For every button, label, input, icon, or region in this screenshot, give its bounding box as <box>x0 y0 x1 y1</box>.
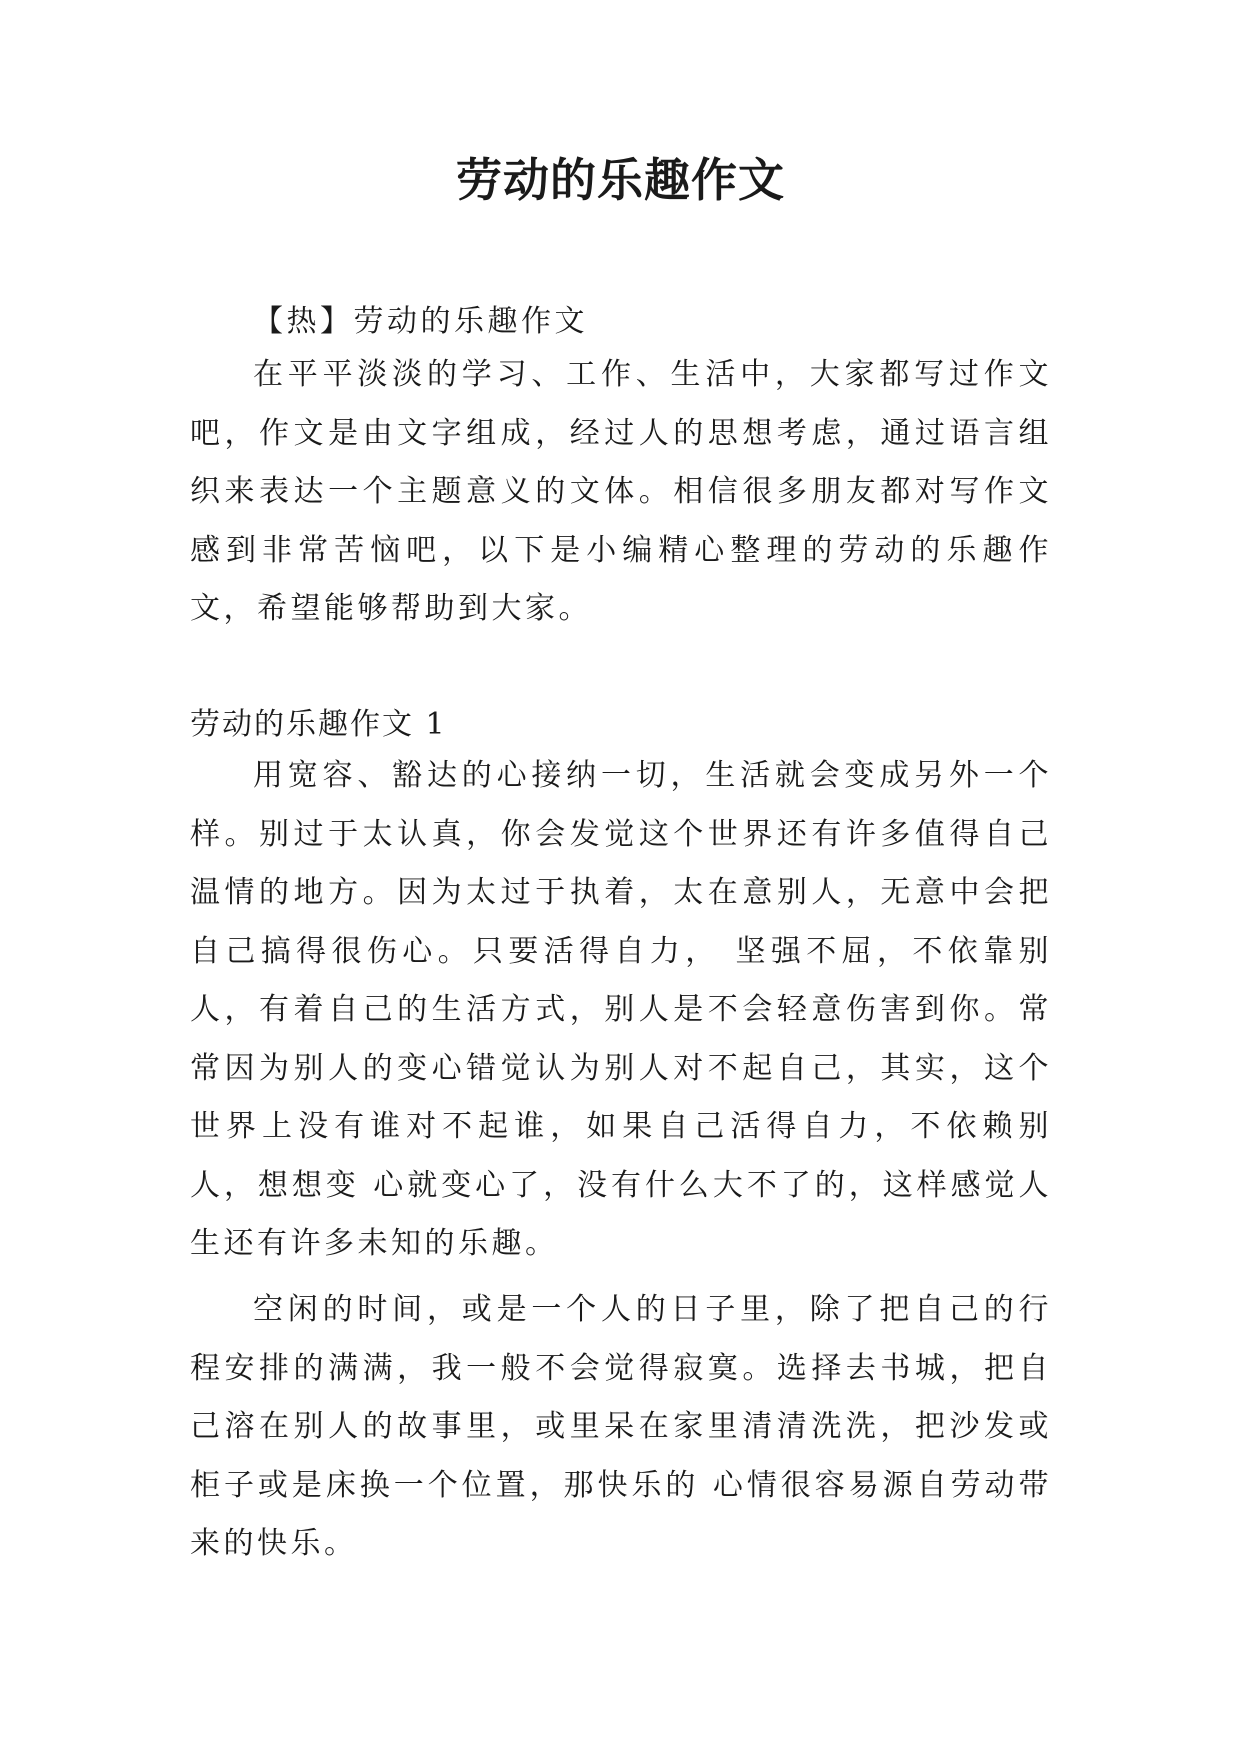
section-heading: 劳动的乐趣作文 1 <box>190 707 447 742</box>
page-title: 劳动的乐趣作文 <box>456 153 785 207</box>
body-paragraph-2: 空闲的时间，或是一个人的日子里，除了把自己的行程安排的满满，我一般不会觉得寂寞。选择去书城，把自己溶在别人的故事里，或里呆在家里清清洗洗，把沙发或柜子或是床换一个位置，那快乐的 心情很容易源自劳动带来的快乐。 <box>190 1292 1052 1561</box>
intro-paragraph: 在平平淡淡的学习、工作、生活中，大家都写过作文吧，作文是由文字组成，经过人的思想考虑，通过语言组织来表达一个主题意义的文体。相信很多朋友都对写作文感到非常苦恼吧，以下是小编精心整理的劳动的乐趣作文，希望能够帮助到大家。 <box>190 357 1052 626</box>
body-paragraph-1: 用宽容、豁达的心接纳一切，生活就会变成另外一个样。别过于太认真，你会发觉这个世界还有许多值得自己温情的地方。因为太过于执着，太在意别人，无意中会把自己搞得很伤心。只要活得自力， 坚强不屈，不依靠别人，有着自己的生活方式，别人是不会轻意伤害到你。常常因为别人的变心错觉认为别人对不起自己，其实，这个世界上没有谁对不起谁，如果自己活得自力，不依赖别人，想想变 心就变心了，没有什么大不了的，这样感觉人生还有许多未知的乐趣。 <box>190 758 1052 1261</box>
document-subtitle: 【热】劳动的乐趣作文 <box>253 304 588 339</box>
